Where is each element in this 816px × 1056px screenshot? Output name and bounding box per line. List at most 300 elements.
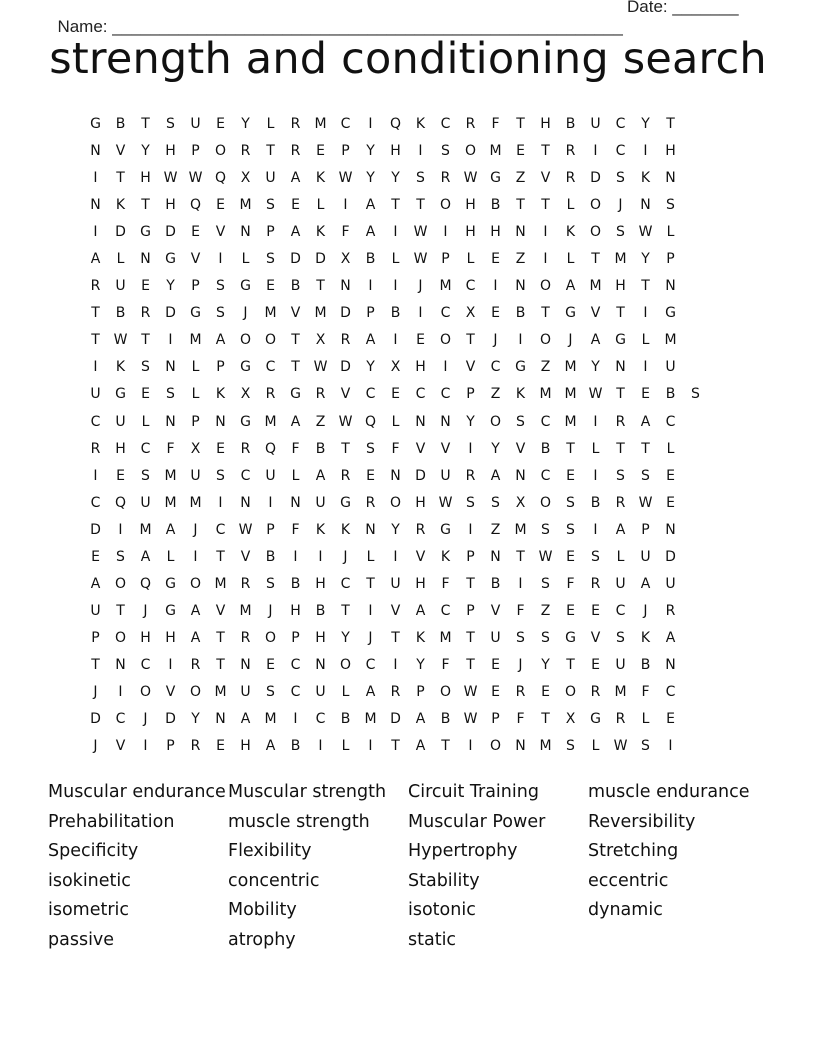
- grid-letter: H: [165, 629, 176, 646]
- grid-letter: C: [540, 467, 551, 484]
- grid-letter: T: [566, 440, 575, 457]
- word-list-item: concentric: [228, 870, 320, 891]
- grid-letter: W: [463, 711, 478, 728]
- grid-letter: U: [115, 278, 126, 295]
- word-list: [48, 779, 788, 957]
- grid-letter: A: [190, 629, 201, 646]
- grid-letter: K: [115, 359, 126, 376]
- grid-letter: M: [489, 143, 502, 160]
- grid-letter: M: [589, 278, 602, 295]
- grid-letter: I: [543, 251, 548, 268]
- grid-letter: O: [339, 656, 352, 673]
- grid-letter: A: [565, 278, 576, 295]
- grid-letter: P: [641, 521, 650, 538]
- grid-letter: R: [90, 278, 101, 295]
- grid-letter: O: [189, 575, 202, 592]
- grid-letter: Y: [366, 170, 375, 187]
- grid-letter: I: [393, 656, 398, 673]
- grid-letter: E: [266, 656, 275, 673]
- grid-letter: M: [664, 332, 677, 349]
- grid-letter: S: [616, 467, 625, 484]
- grid-letter: T: [541, 711, 550, 728]
- grid-letter: R: [465, 116, 476, 132]
- grid-letter: O: [589, 197, 602, 214]
- grid-row: [83, 327, 743, 354]
- grid-letter: T: [341, 440, 350, 457]
- grid-letter: C: [140, 656, 151, 673]
- grid-letter: N: [665, 521, 676, 538]
- grid-letter: F: [166, 440, 175, 457]
- grid-letter: B: [340, 711, 351, 728]
- grid-letter: A: [215, 332, 226, 349]
- grid-letter: R: [290, 143, 301, 160]
- grid-letter: R: [365, 494, 376, 511]
- grid-letter: R: [240, 143, 251, 160]
- grid-letter: V: [290, 305, 301, 322]
- grid-letter: B: [290, 738, 301, 755]
- grid-letter: U: [240, 683, 251, 700]
- grid-row: [83, 517, 743, 544]
- grid-letter: L: [466, 251, 475, 268]
- grid-letter: T: [466, 629, 475, 646]
- grid-letter: N: [90, 197, 101, 214]
- grid-letter: U: [190, 116, 201, 132]
- grid-letter: L: [566, 197, 575, 214]
- grid-letter: J: [368, 629, 373, 646]
- grid-letter: I: [368, 278, 373, 295]
- grid-letter: U: [115, 413, 126, 430]
- grid-letter: T: [616, 305, 625, 322]
- grid-letter: T: [91, 332, 100, 349]
- grid-letter: B: [115, 116, 126, 132]
- grid-letter: I: [368, 116, 373, 132]
- grid-letter: R: [465, 467, 476, 484]
- grid-letter: J: [518, 656, 523, 673]
- grid-letter: A: [290, 413, 301, 430]
- grid-letter: F: [341, 224, 350, 241]
- grid-letter: N: [215, 413, 226, 430]
- grid-letter: A: [190, 602, 201, 619]
- grid-letter: U: [665, 575, 676, 592]
- grid-letter: I: [393, 278, 398, 295]
- grid-letter: W: [313, 359, 328, 376]
- grid-letter: T: [466, 656, 475, 673]
- grid-row: [83, 544, 743, 571]
- grid-letter: H: [115, 440, 126, 457]
- grid-letter: L: [591, 440, 600, 457]
- grid-letter: G: [240, 359, 251, 376]
- grid-letter: I: [593, 521, 598, 538]
- grid-letter: S: [216, 305, 225, 322]
- grid-letter: D: [340, 305, 351, 322]
- grid-letter: E: [591, 602, 600, 619]
- grid-letter: P: [466, 548, 475, 565]
- grid-letter: E: [116, 467, 125, 484]
- grid-letter: P: [191, 413, 200, 430]
- word-list-item: muscle strength: [228, 811, 370, 832]
- grid-letter: G: [440, 521, 451, 538]
- grid-letter: P: [266, 224, 275, 241]
- grid-letter: E: [491, 251, 500, 268]
- grid-letter: S: [541, 521, 550, 538]
- grid-letter: B: [665, 386, 676, 403]
- grid-letter: H: [165, 143, 176, 160]
- grid-letter: M: [539, 738, 552, 755]
- grid-letter: I: [218, 494, 223, 511]
- grid-letter: R: [615, 413, 626, 430]
- grid-letter: S: [266, 251, 275, 268]
- grid-letter: E: [491, 656, 500, 673]
- grid-letter: R: [240, 575, 251, 592]
- grid-letter: E: [316, 143, 325, 160]
- grid-letter: T: [116, 602, 125, 619]
- grid-letter: N: [90, 143, 101, 160]
- grid-letter: L: [391, 413, 400, 430]
- grid-row: [83, 490, 743, 517]
- grid-letter: F: [441, 656, 450, 673]
- grid-letter: U: [490, 629, 501, 646]
- grid-letter: E: [216, 738, 225, 755]
- grid-letter: I: [193, 548, 198, 565]
- grid-letter: H: [165, 197, 176, 214]
- grid-letter: Y: [641, 116, 650, 132]
- word-list-item: Flexibility: [228, 841, 312, 862]
- grid-letter: T: [266, 143, 275, 160]
- grid-letter: L: [666, 440, 675, 457]
- grid-letter: P: [191, 143, 200, 160]
- grid-letter: C: [490, 359, 501, 376]
- word-list-item: Stability: [408, 870, 480, 891]
- grid-letter: B: [290, 575, 301, 592]
- grid-letter: Q: [389, 116, 402, 132]
- grid-letter: M: [539, 386, 552, 403]
- grid-letter: S: [566, 494, 575, 511]
- grid-letter: L: [166, 548, 175, 565]
- grid-letter: T: [366, 575, 375, 592]
- grid-letter: J: [493, 332, 498, 349]
- grid-letter: R: [615, 494, 626, 511]
- grid-letter: M: [314, 116, 327, 132]
- grid-letter: S: [616, 224, 625, 241]
- grid-letter: S: [666, 197, 675, 214]
- grid-letter: L: [116, 251, 125, 268]
- grid-letter: S: [216, 467, 225, 484]
- grid-letter: L: [266, 116, 275, 132]
- grid-row: [83, 111, 743, 138]
- grid-letter: I: [593, 143, 598, 160]
- grid-letter: L: [341, 738, 350, 755]
- grid-letter: U: [315, 683, 326, 700]
- grid-letter: C: [440, 386, 451, 403]
- grid-letter: S: [416, 170, 425, 187]
- grid-letter: V: [490, 602, 501, 619]
- grid-letter: J: [418, 278, 423, 295]
- grid-letter: O: [589, 224, 602, 241]
- grid-letter: T: [541, 143, 550, 160]
- grid-letter: G: [165, 602, 176, 619]
- grid-letter: H: [540, 116, 551, 132]
- grid-letter: U: [390, 575, 401, 592]
- grid-row: [83, 354, 743, 381]
- grid-letter: W: [238, 521, 253, 538]
- grid-letter: Q: [114, 494, 127, 511]
- grid-letter: V: [390, 602, 401, 619]
- grid-letter: M: [314, 305, 327, 322]
- grid-letter: X: [240, 170, 251, 187]
- word-list-item: muscle endurance: [588, 782, 750, 802]
- grid-letter: G: [165, 251, 176, 268]
- grid-letter: P: [216, 359, 225, 376]
- grid-letter: S: [616, 629, 625, 646]
- grid-letter: N: [215, 711, 226, 728]
- grid-letter: L: [241, 251, 250, 268]
- grid-letter: W: [638, 224, 653, 241]
- grid-letter: T: [566, 656, 575, 673]
- grid-letter: D: [165, 305, 176, 322]
- grid-letter: E: [516, 143, 525, 160]
- grid-letter: H: [140, 629, 151, 646]
- grid-letter: M: [439, 629, 452, 646]
- grid-letter: A: [665, 629, 676, 646]
- grid-letter: D: [165, 711, 176, 728]
- grid-letter: O: [489, 738, 502, 755]
- grid-letter: T: [291, 332, 300, 349]
- grid-letter: D: [665, 548, 676, 565]
- grid-letter: W: [463, 683, 478, 700]
- grid-letter: T: [591, 251, 600, 268]
- grid-letter: J: [143, 711, 148, 728]
- grid-letter: C: [440, 305, 451, 322]
- grid-letter: V: [115, 738, 126, 755]
- grid-letter: I: [418, 305, 423, 322]
- grid-letter: E: [391, 386, 400, 403]
- word-list-item: Muscular Power: [408, 811, 546, 832]
- grid-letter: J: [93, 683, 98, 700]
- grid-letter: S: [216, 278, 225, 295]
- grid-letter: L: [291, 467, 300, 484]
- grid-letter: S: [166, 116, 175, 132]
- grid-letter: D: [415, 467, 426, 484]
- grid-letter: X: [315, 332, 326, 349]
- grid-letter: R: [415, 521, 426, 538]
- grid-letter: G: [165, 575, 176, 592]
- grid-letter: M: [189, 494, 202, 511]
- grid-letter: J: [618, 197, 623, 214]
- grid-letter: N: [515, 278, 526, 295]
- grid-letter: C: [440, 602, 451, 619]
- grid-letter: I: [293, 711, 298, 728]
- grid-letter: B: [515, 305, 526, 322]
- grid-letter: W: [638, 494, 653, 511]
- grid-row: [83, 625, 743, 652]
- grid-letter: P: [666, 251, 675, 268]
- grid-letter: S: [566, 738, 575, 755]
- grid-letter: T: [116, 170, 125, 187]
- word-list-item: isokinetic: [48, 870, 131, 891]
- grid-letter: Y: [591, 359, 600, 376]
- grid-letter: R: [515, 683, 526, 700]
- grid-letter: I: [593, 467, 598, 484]
- grid-letter: M: [264, 711, 277, 728]
- date-field: Date: _______: [627, 0, 739, 16]
- grid-letter: S: [516, 413, 525, 430]
- grid-letter: W: [413, 224, 428, 241]
- grid-letter: Z: [515, 251, 526, 268]
- grid-letter: A: [365, 224, 376, 241]
- grid-letter: Z: [315, 413, 326, 430]
- grid-letter: I: [343, 197, 348, 214]
- grid-letter: T: [641, 440, 650, 457]
- grid-letter: P: [191, 278, 200, 295]
- grid-letter: B: [290, 278, 301, 295]
- grid-letter: D: [115, 224, 126, 241]
- grid-letter: U: [265, 467, 276, 484]
- grid-letter: S: [541, 629, 550, 646]
- grid-letter: P: [466, 386, 475, 403]
- grid-letter: S: [266, 197, 275, 214]
- grid-letter: H: [465, 197, 476, 214]
- grid-letter: W: [438, 494, 453, 511]
- grid-letter: G: [665, 305, 676, 322]
- grid-letter: I: [518, 332, 523, 349]
- grid-letter: X: [240, 386, 251, 403]
- grid-letter: Y: [366, 143, 375, 160]
- grid-letter: B: [365, 251, 376, 268]
- grid-letter: M: [264, 305, 277, 322]
- grid-letter: K: [115, 197, 126, 214]
- grid-letter: V: [165, 683, 176, 700]
- grid-letter: I: [318, 548, 323, 565]
- grid-letter: X: [565, 711, 576, 728]
- grid-letter: P: [366, 305, 375, 322]
- grid-letter: Y: [241, 116, 250, 132]
- grid-letter: O: [439, 197, 452, 214]
- grid-letter: A: [640, 413, 651, 430]
- grid-letter: D: [590, 170, 601, 187]
- grid-letter: K: [640, 170, 651, 187]
- grid-letter: R: [590, 683, 601, 700]
- grid-letter: B: [315, 602, 326, 619]
- grid-letter: L: [341, 683, 350, 700]
- grid-letter: I: [93, 224, 98, 241]
- grid-letter: L: [566, 251, 575, 268]
- grid-letter: B: [440, 711, 451, 728]
- grid-letter: C: [290, 683, 301, 700]
- grid-letter: E: [666, 494, 675, 511]
- grid-letter: L: [191, 386, 200, 403]
- word-list-item: passive: [48, 929, 115, 950]
- grid-letter: U: [440, 467, 451, 484]
- grid-letter: V: [590, 629, 601, 646]
- word-list-item: Reversibility: [588, 811, 696, 832]
- grid-row: [83, 679, 743, 706]
- grid-letter: D: [315, 251, 326, 268]
- grid-letter: T: [391, 197, 400, 214]
- grid-row: [83, 219, 743, 246]
- grid-letter: A: [415, 711, 426, 728]
- grid-letter: T: [91, 305, 100, 322]
- grid-letter: T: [516, 197, 525, 214]
- grid-letter: O: [189, 683, 202, 700]
- grid-letter: T: [466, 575, 475, 592]
- grid-letter: K: [315, 224, 326, 241]
- grid-letter: R: [665, 602, 676, 619]
- grid-letter: Z: [490, 521, 501, 538]
- grid-letter: Z: [490, 386, 501, 403]
- grid-letter: C: [140, 440, 151, 457]
- grid-letter: I: [368, 738, 373, 755]
- grid-letter: G: [240, 278, 251, 295]
- grid-letter: T: [441, 738, 450, 755]
- grid-letter: C: [365, 386, 376, 403]
- word-list-item: Stretching: [588, 841, 679, 862]
- grid-letter: J: [268, 602, 273, 619]
- grid-letter: K: [640, 629, 651, 646]
- grid-letter: R: [340, 467, 351, 484]
- grid-letter: Y: [541, 656, 550, 673]
- grid-letter: B: [640, 656, 651, 673]
- grid-letter: M: [164, 494, 177, 511]
- grid-letter: K: [415, 116, 426, 132]
- grid-letter: L: [641, 711, 650, 728]
- grid-letter: W: [588, 386, 603, 403]
- grid-letter: G: [190, 305, 201, 322]
- grid-letter: S: [641, 738, 650, 755]
- grid-letter: H: [290, 602, 301, 619]
- grid-letter: C: [240, 467, 251, 484]
- grid-letter: W: [613, 738, 628, 755]
- grid-letter: U: [90, 602, 101, 619]
- grid-letter: H: [490, 224, 501, 241]
- grid-letter: R: [190, 738, 201, 755]
- grid-letter: W: [188, 170, 203, 187]
- grid-letter: Y: [141, 143, 150, 160]
- grid-letter: I: [293, 548, 298, 565]
- grid-letter: S: [141, 467, 150, 484]
- grid-letter: I: [93, 467, 98, 484]
- grid-letter: N: [240, 656, 251, 673]
- grid-letter: I: [518, 575, 523, 592]
- grid-letter: U: [90, 386, 101, 403]
- grid-letter: J: [143, 602, 148, 619]
- grid-letter: I: [318, 738, 323, 755]
- grid-letter: P: [166, 738, 175, 755]
- word-list-item: Circuit Training: [408, 782, 539, 802]
- word-list-item: eccentric: [588, 870, 669, 891]
- grid-letter: G: [240, 413, 251, 430]
- grid-letter: Y: [391, 170, 400, 187]
- grid-letter: W: [113, 332, 128, 349]
- grid-row: [83, 463, 743, 490]
- grid-letter: A: [415, 738, 426, 755]
- grid-letter: H: [315, 629, 326, 646]
- grid-letter: O: [489, 413, 502, 430]
- grid-letter: I: [418, 143, 423, 160]
- grid-letter: N: [665, 656, 676, 673]
- grid-letter: H: [415, 359, 426, 376]
- grid-letter: P: [91, 629, 100, 646]
- grid-letter: E: [566, 548, 575, 565]
- grid-letter: N: [490, 548, 501, 565]
- grid-letter: M: [564, 413, 577, 430]
- grid-letter: W: [413, 251, 428, 268]
- grid-letter: U: [315, 494, 326, 511]
- grid-letter: G: [490, 170, 501, 187]
- grid-letter: H: [240, 738, 251, 755]
- grid-letter: M: [364, 711, 377, 728]
- grid-letter: O: [389, 494, 402, 511]
- grid-letter: J: [568, 332, 573, 349]
